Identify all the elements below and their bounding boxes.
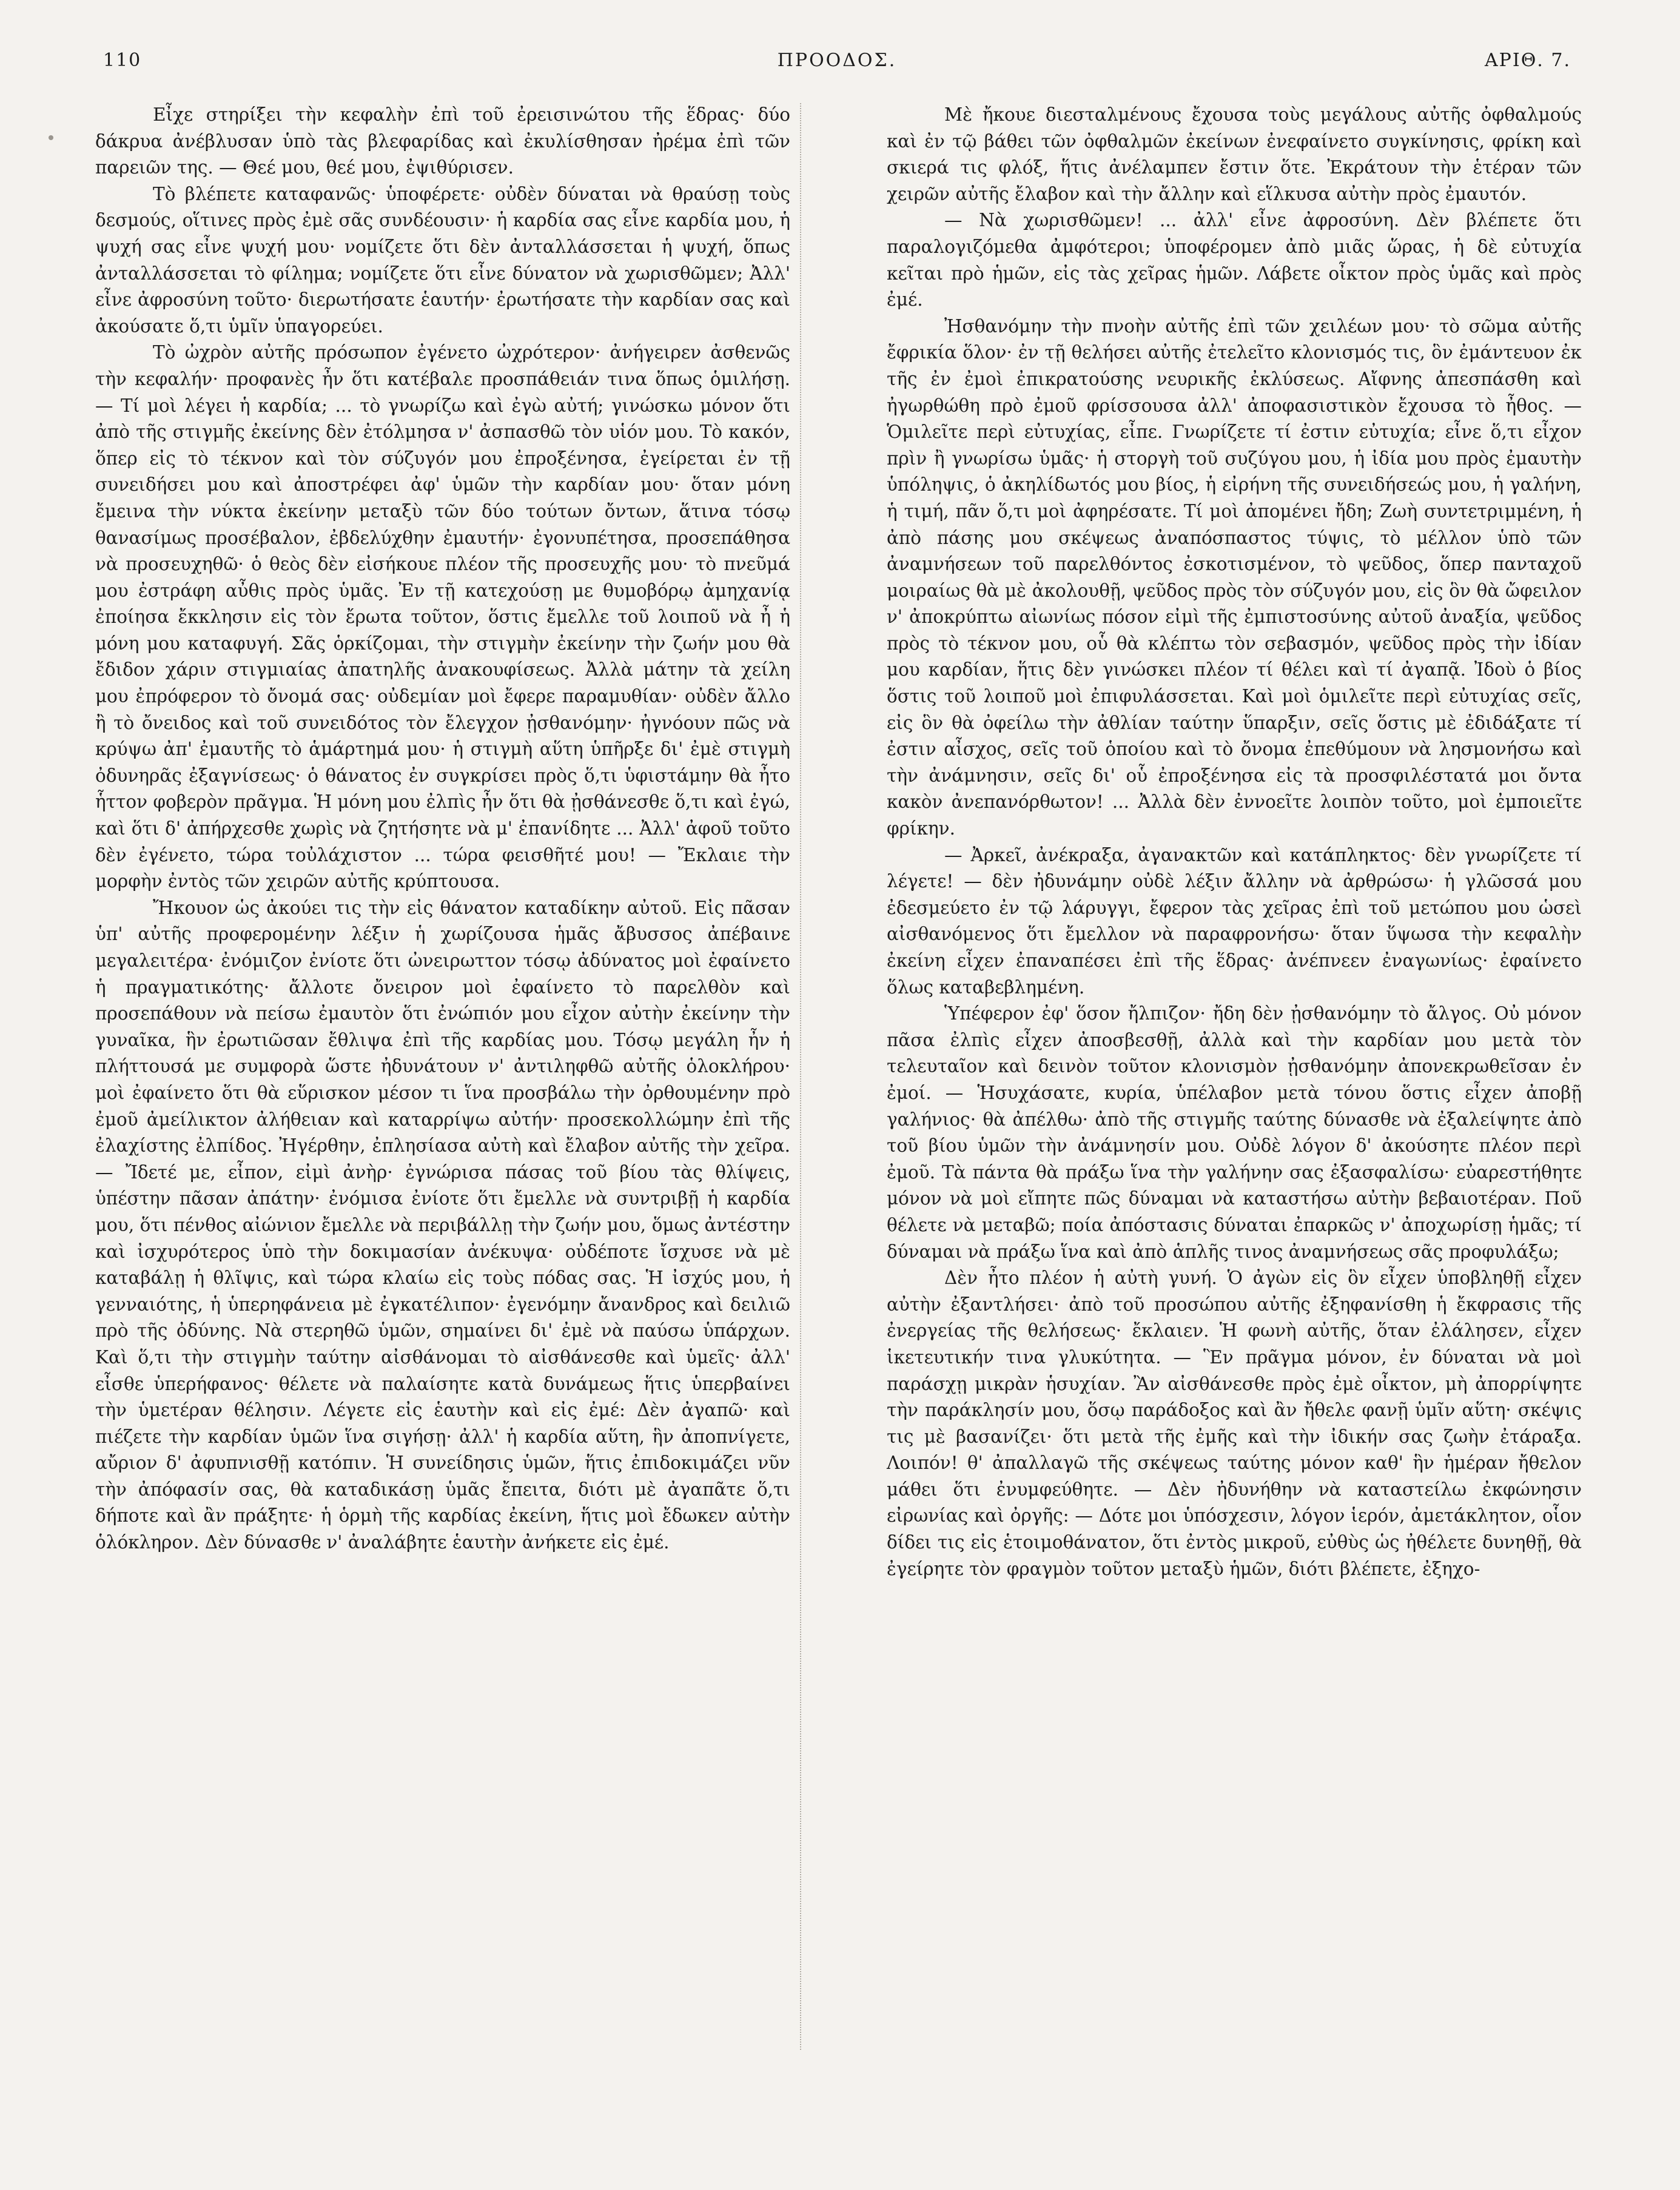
paragraph: Εἶχε στηρίξει τὴν κεφαλὴν ἐπὶ τοῦ ἐρεισινώτου τῆς ἕδρας· δύο δάκρυα ἀνέβλυσαν ὑπὸ τὰς βλεφαρίδας καὶ ἐκυλίσθησαν ἠρέμα ἐπὶ τῶν παρειῶν της. — Θεέ μου, θεέ μου, ἐψιθύρισεν. [95,104,790,178]
paragraph: Μὲ ἤκουε διεσταλμένους ἔχουσα τοὺς μεγάλους αὐτῆς ὀφθαλμούς καὶ ἐν τῷ βάθει τῶν ὀφθαλμῶν ἐκείνων ἐνεφαίνετο συγκίνησις, φρίκη καὶ σκιερά τις φλόξ, ἥτις ἀνέλαμπεν ἔστιν ὅτε. Ἐκράτουν τὴν ἑτέραν τῶν χειρῶν αὐτῆς ἔλαβον καὶ τὴν ἄλλην καὶ εἵλκυσα αὐτὴν πρὸς ἐμαυτόν. [887,104,1582,204]
column-divider [800,103,802,2050]
paragraph: Τὸ βλέπετε καταφανῶς· ὑποφέρετε· οὐδὲν δύναται νὰ θραύσῃ τοὺς δεσμούς, οἵτινες πρὸς ἐμὲ σᾶς συνδέουσιν· ἡ καρδία σας εἶνε καρδία μου, ἡ ψυχή σας εἶνε ψυχή μου· νομίζετε ὅτι δὲν ἀνταλλάσσεται ἡ ψυχή, ὅπως ἀνταλλάσσεται τὸ φίλημα; νομίζετε ὅτι εἶνε δύνατον νὰ χωρισθῶμεν; Ἀλλ' εἶνε ἀφροσύνη τοῦτο· διερωτήσατε ἑαυτήν· ἐρωτήσατε τὴν καρδίαν σας καὶ ἀκούσατε ὅ,τι ὑμῖν ὑπαγορεύει. [95,183,790,337]
left-column [95,102,790,1556]
page-header [103,50,1571,86]
paragraph: Ἤκουον ὡς ἀκούει τις τὴν εἰς θάνατον καταδίκην αὐτοῦ. Εἰς πᾶσαν ὑπ' αὐτῆς προφερομένην λέξιν ἡ χωρίζουσα ἡμᾶς ἄβυσσος ἀπέβαινε μεγαλειτέρα· ἐνόμιζον ἐνίοτε ὅτι ὠνειρωττον τόσῳ ἀδύνατος μοὶ ἐφαίνετο ἡ πραγματικότης· ἄλλοτε ὄνειρον μοὶ ἐφαίνετο τὸ παρελθὸν καὶ προσεπάθουν νὰ πείσω ἐμαυτὸν ὅτι ἐνώπιόν μου εἶχον αὐτὴν ἐκείνην τὴν γυναῖκα, ἣν ἐρωτιῶσαν ἔθλιψα ἐπὶ τῆς καρδίας μου. Τόσῳ μεγάλη ἦν ἡ πλήττουσά με συμφορὰ ὥστε ἠδυνάτουν ν' ἀντιληφθῶ αὐτῆς ὁλοκλήρου· μοὶ ἐφαίνετο ὅτι θὰ εὕρισκον μέσον τι ἵνα προσβάλω τὴν ὀρθουμένην πρὸ ἐμοῦ ἀμείλικτον ἀλήθειαν καὶ καταρρίψω αὐτήν· προσεκολλώμην ἐπὶ τῆς ἐλαχίστης ἐλπίδος. Ἠγέρθην, ἐπλησίασα αὐτὴ καὶ ἔλαβον αὐτῆς τὴν χεῖρα. — Ἴδετέ με, εἶπον, εἰμὶ ἀνὴρ· ἐγνώρισα πάσας τοῦ βίου τὰς θλίψεις, ὑπέστην πᾶσαν ἀπάτην· ἐνόμισα ἐνίοτε ὅτι ἔμελλε νὰ συντριβῇ ἡ καρδία μου, ὅτι πένθος αἰώνιον ἔμελλε νὰ περιβάλλῃ τὴν ζωήν μου, ὅμως ἀντέστην καὶ ἰσχυρότερος ὑπὸ τὴν δοκιμασίαν ἀνέκυψα· οὐδέποτε ἴσχυσε νὰ μὲ καταβάλῃ ἡ θλῖψις, καὶ τώρα κλαίω εἰς τοὺς πόδας σας. Ἡ ἰσχύς μου, ἡ γενναιότης, ἡ ὑπερηφάνεια μὲ ἐγκατέλιπον· ἐγενόμην ἄνανδρος καὶ δειλιῶ πρὸ τῆς ὀδύνης. Νὰ στερηθῶ ὑμῶν, σημαίνει δι' ἐμὲ νὰ παύσω ὑπάρχων. Καὶ ὅ,τι τὴν στιγμὴν ταύτην αἰσθάνομαι τὸ αἰσθάνεσθε καὶ ὑμεῖς· ἀλλ' εἶσθε ὑπερήφανος· θέλετε νὰ παλαίσητε κατὰ δυνάμεως ἥτις ὑπερβαίνει τὴν ὑμετέραν θέλησιν. Λέγετε εἰς ἑαυτὴν καὶ εἰς ἐμέ: Δὲν ἀγαπῶ· καὶ πιέζετε τὴν καρδίαν ὑμῶν ἵνα σιγήσῃ· ἀλλ' ἡ καρδία αὕτη, ἣν ἀποπνίγετε, αὔριον δ' ἀφυπνισθῇ κατόπιν. Ἡ συνείδησις ὑμῶν, ἥτις ἐπιδοκιμάζει νῦν τὴν ἀπόφασίν σας, θὰ καταδικάσῃ ὑμᾶς ἔπειτα, διότι μὲ ἀγαπᾶτε ὅ,τι δήποτε καὶ ἂν πράξητε· ἡ ὁρμὴ τῆς καρδίας ἐκείνη, ἥτις μοὶ ἔδωκεν αὐτὴν ὁλόκληρον. Δὲν δύνασθε ν' ἀναλάβητε ἑαυτὴν ἀνήκετε εἰς ἐμέ. [95,897,790,1553]
paragraph: Ἠσθανόμην τὴν πνοὴν αὐτῆς ἐπὶ τῶν χειλέων μου· τὸ σῶμα αὐτῆς ἔφρικία ὅλον· ἐν τῇ θελήσει αὐτῆς ἐτελεῖτο κλονισμός τις, ὃν ἐμάντευον ἐκ τῆς ἐν ἐμοὶ ἐπικρατούσης νευρικῆς ἐκλύσεως. Αἴφνης ἀπεσπάσθη καὶ ἠγωρθώθη πρὸ ἐμοῦ φρίσσουσα ἀλλ' ἀποφασιστικὸν ἔχουσα τὸ ἦθος. — Ὁμιλεῖτε περὶ εὐτυχίας, εἶπε. Γνωρίζετε τί ἐστιν εὐτυχία; εἶνε ὅ,τι εἶχον πρὶν ἢ γνωρίσω ὑμᾶς· ἡ στοργὴ τοῦ συζύγου μου, ἡ ἰδία μου πρὸς ἐμαυτὴν ὑπόληψις, ὁ ἀκηλίδωτός μου βίος, ἡ εἰρήνη τῆς συνειδήσεώς μου, ἡ γαλήνη, ἡ τιμή, πᾶν ὅ,τι μοὶ ἀφηρέσατε. Τί μοὶ ἀπομένει ἤδη; Ζωὴ συντετριμμένη, ἡ ἀπὸ πάσης μου σκέψεως ἀναπόσπαστος τύψις, τὸ μέλλον ὑπὸ τῶν ἀναμνήσεων τοῦ παρελθόντος ἐσκοτισμένον, τὸ ψεῦδος, ὅπερ πανταχοῦ μοιραίως θὰ μὲ ἀκολουθῇ, ψεῦδος πρὸς τὸν σύζυγόν μου, εἰς ὃν θὰ ὤφειλον ν' ἀποκρύπτω αἰωνίως πόσον εἰμὶ τῆς ἐμπιστοσύνης αὐτοῦ ἀναξία, ψεῦδος πρὸς τὸ τέκνον μου, οὗ θὰ κλέπτω τὸν σεβασμόν, ψεῦδος πρὸς τὴν ἰδίαν μου καρδίαν, ἥτις δὲν γινώσκει πλέον τί θέλει καὶ τί ἀγαπᾷ. Ἰδοὺ ὁ βίος ὅστις τοῦ λοιποῦ μοὶ ἐπιφυλάσσεται. Καὶ μοὶ ὁμιλεῖτε περὶ εὐτυχίας σεῖς, εἰς ὃν θὰ ὀφείλω τὴν ἀθλίαν ταύτην ὕπαρξιν, σεῖς ὅστις μὲ ἐδιδάξατε τί ἐστιν αἶσχος, σεῖς τοῦ ὁποίου καὶ τὸ ὄνομα ἐπεθύμουν νὰ λησμονήσω καὶ τὴν ἀνάμνησιν, σεῖς δι' οὗ ἐπροξένησα εἰς τὰ προσφιλέστατά μοι ὄντα κακὸν ἀνεπανόρθωτον! ... Ἀλλὰ δὲν ἐννοεῖτε λοιπὸν τοῦτο, μοὶ ἐμποιεῖτε φρίκην. [887,315,1582,839]
paragraph: Ὑπέφερον ἐφ' ὅσον ἤλπιζον· ἤδη δὲν ᾐσθανόμην τὸ ἄλγος. Οὐ μόνον πᾶσα ἐλπὶς εἶχεν ἀποσβεσθῇ, ἀλλὰ καὶ τὴν καρδίαν μου μετὰ τὸν τελευταῖον καὶ δεινὸν τοῦτον κλονισμὸν ᾐσθανόμην ἀπονεκρωθεῖσαν ἐν ἐμοί. — Ἡσυχάσατε, κυρία, ὑπέλαβον μετὰ τόνου ὅστις εἶχεν ἀποβῇ γαλήνιος· θὰ ἀπέλθω· ἀπὸ τῆς στιγμῆς ταύτης δύνασθε νὰ ἐξαλείψητε ἀπὸ τοῦ βίου ὑμῶν τὴν ἀνάμνησίν μου. Οὐδὲ λόγον δ' ἀκούσητε πλέον περὶ ἐμοῦ. Τὰ πάντα θὰ πράξω ἵνα τὴν γαλήνην σας ἐξασφαλίσω· εὐαρεστήθητε μόνον νὰ μοὶ εἴπητε πῶς δύναμαι νὰ καταστήσω αὐτὴν βεβαιοτέραν. Ποῦ θέλετε νὰ μεταβῶ; ποία ἀπόστασις δύναται ἐπαρκῶς ν' ἀποχωρίσῃ ἡμᾶς; τί δύναμαι νὰ πράξω ἵνα καὶ ἀπὸ ἁπλῆς τινος ἀναμνήσεως σᾶς προφυλάξω; [887,1003,1582,1262]
right-column [887,102,1582,1582]
paragraph: — Νὰ χωρισθῶμεν! ... ἀλλ' εἶνε ἀφροσύνη. Δὲν βλέπετε ὅτι παραλογιζόμεθα ἀμφότεροι; ὑποφέρομεν ἀπὸ μιᾶς ὥρας, ἡ δὲ εὐτυχία κεῖται πρὸ ἡμῶν, εἰς τὰς χεῖρας ἡμῶν. Λάβετε οἶκτον πρὸς ὑμᾶς καὶ πρὸς ἐμέ. [887,210,1582,311]
paragraph: Δὲν ἦτο πλέον ἡ αὐτὴ γυνή. Ὁ ἀγὼν εἰς ὃν εἶχεν ὑποβληθῇ εἶχεν αὐτὴν ἐξαντλήσει· ἀπὸ τοῦ προσώπου αὐτῆς ἐξηφανίσθη ἡ ἔκφρασις τῆς ἐνεργείας τῆς θελήσεως· ἔκλαιεν. Ἡ φωνὴ αὐτῆς, ὅταν ἐλάλησεν, εἶχεν ἱκετευτικήν τινα γλυκύτητα. — Ἓν πρᾶγμα μόνον, ἐν δύναται νὰ μοὶ παράσχῃ μικρὰν ἡσυχίαν. Ἂν αἰσθάνεσθε πρὸς ἐμὲ οἶκτον, μὴ ἀπορρίψητε τὴν παράκλησίν μου, ὅσῳ παράδοξος καὶ ἂν ἤθελε φανῇ ὑμῖν αὕτη· σκέψις τις μὲ βασανίζει· ὅτι μετὰ τῆς ἐμῆς καὶ τὴν ἰδικήν σας ζωὴν ἐτάραξα. Λοιπόν! θ' ἀπαλλαγῶ τῆς σκέψεως ταύτης μόνον καθ' ἣν ἡμέραν ἤθελον μάθει ὅτι ἐνυμφεύθητε. — Δὲν ἠδυνήθην νὰ καταστείλω ἐκφώνησιν εἰρωνίας καὶ ὀργῆς: — Δότε μοι ὑπόσχεσιν, λόγον ἱερόν, ἀμετάκλητον, οἷον δίδει τις εἰς ἑτοιμοθάνατον, ὅτι ἐντὸς μικροῦ, εὐθὺς ὡς ἠθέλετε δυνηθῇ, θὰ ἐγείρητε τὸν φραγμὸν τοῦτον μεταξὺ ἡμῶν, διότι βλέπετε, ἐξηχο- [887,1268,1582,1579]
page-number: 110 [103,50,142,71]
publication-title: ΠΡΟΟΔΟΣ. [777,50,897,71]
ink-spot [49,135,53,140]
paragraph: Τὸ ὠχρὸν αὐτῆς πρόσωπον ἐγένετο ὠχρότερον· ἀνήγειρεν ἀσθενῶς τὴν κεφαλήν· προφανὲς ἦν ὅτι κατέβαλε προσπάθειάν τινα ὅπως ὁμιλήσῃ. — Τί μοὶ λέγει ἡ καρδία; ... τὸ γνωρίζω καὶ ἐγὼ αὐτή; γινώσκω μόνον ὅτι ἀπὸ τῆς στιγμῆς ἐκείνης δὲν ἐτόλμησα ν' ἀσπασθῶ τὸν υἱόν μου. Τὸ κακόν, ὅπερ εἰς τὸ τέκνον καὶ τὸν σύζυγόν μου ἐπροξένησα, ἐγείρεται ἐν τῇ συνειδήσει μου καὶ ἀποστρέφει ἀφ' ὑμῶν τὴν καρδίαν μου· ὅταν μόνη ἔμεινα τὴν νύκτα ἐκείνην μεταξὺ τῶν δύο τούτων ὄντων, ἅτινα τόσῳ θανασίμως προσέβαλον, ἐβδελύχθην ἐμαυτήν· ἐγονυπέτησα, προσεπάθησα νὰ προσευχηθῶ· ὁ θεὸς δὲν εἰσήκουε πλέον τῆς προσευχῆς μου· τὸ πνεῦμά μου ἐστράφη αὖθις πρὸς ὑμᾶς. Ἐν τῇ κατεχούσῃ με θυμοβόρῳ ἀμηχανίᾳ ἐποίησα ἔκκλησιν εἰς τὸν ἔρωτα τοῦτον, ὅστις ἔμελλε τοῦ λοιποῦ νὰ ἦ ἡ μόνη μου καταφυγή. Σᾶς ὁρκίζομαι, τὴν στιγμὴν ἐκείνην τὴν ζωήν μου θὰ ἔδιδον χάριν στιγμιαίας ἀπατηλῆς ἀνακουφίσεως. Ἀλλὰ μάτην τὰ χείλη μου ἐπρόφερον τὸ ὄνομά σας· οὐδεμίαν μοὶ ἔφερε παραμυθίαν· οὐδὲν ἄλλο ἢ τὸ ὄνειδος καὶ τοῦ συνειδότος τὸν ἔλεγχον ᾐσθανόμην· ἠγνόουν πῶς νὰ κρύψω ἀπ' ἐμαυτῆς τὸ ἁμάρτημά μου· ἡ στιγμὴ αὕτη ὑπῆρξε δι' ἐμὲ στιγμὴ ὀδυνηρᾶς ἐξαγνίσεως· ὁ θάνατος ἐν συγκρίσει πρὸς ὅ,τι ὑφιστάμην θὰ ἦτο ἧττον φοβερὸν πρᾶγμα. Ἡ μόνη μου ἐλπὶς ἦν ὅτι θὰ ᾐσθάνεσθε ὅ,τι καὶ ἐγώ, καὶ ὅτι δ' ἀπήρχεσθε χωρὶς νὰ ζητήσητε νὰ μ' ἐπανίδητε ... Ἀλλ' ἀφοῦ τοῦτο δὲν ἐγένετο, τώρα τοὐλάχιστον ... τώρα φεισθῆτέ μου! — Ἔκλαιε τὴν μορφὴν ἐντὸς τῶν χειρῶν αὐτῆς κρύπτουσα. [95,342,790,892]
issue-number: ΑΡΙΘ. 7. [1485,50,1571,71]
paragraph: — Ἀρκεῖ, ἀνέκραξα, ἀγανακτῶν καὶ κατάπληκτος· δὲν γνωρίζετε τί λέγετε! — δὲν ἠδυνάμην οὐδὲ λέξιν ἄλλην νὰ ἀρθρώσω· ἡ γλῶσσά μου ἐδεσμεύετο ἐν τῷ λάρυγγι, ἔφερον τὰς χεῖρας ἐπὶ τοῦ μετώπου μου ὡσεὶ αἰσθανόμενος ὅτι ἔμελλον νὰ παραφρονήσω· ὅταν ὕψωσα τὴν κεφαλὴν ἐκείνη εἶχεν ἐπαναπέσει ἐπὶ τῆς ἕδρας· ἀνέπνεεν ἐναγωνίως· ἐφαίνετο ὅλως καταβεβλημένη. [887,844,1582,998]
